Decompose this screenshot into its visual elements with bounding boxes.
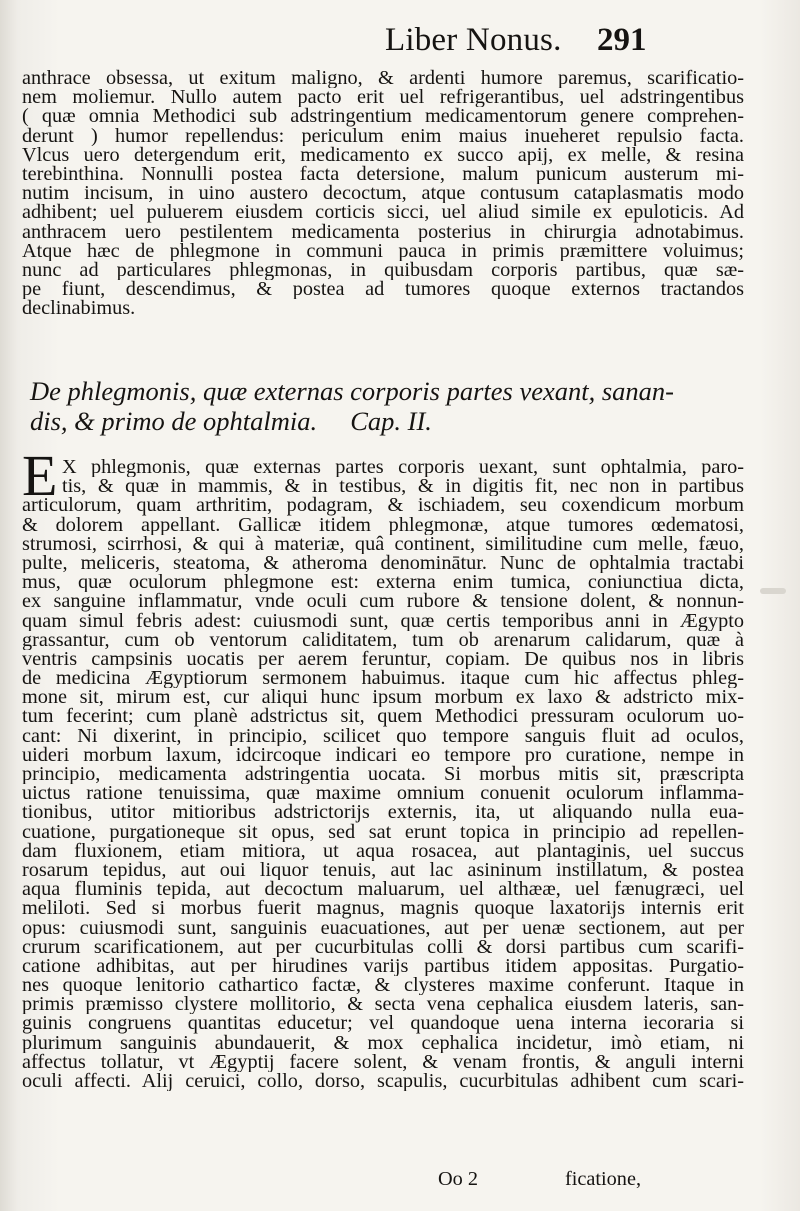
text-line: opus: cuiusmodi sunt, sanguinis euacuationes, aut per uenæ sectionem, aut per bbox=[22, 918, 744, 938]
page-header bbox=[0, 22, 800, 62]
text-line: anthrace obsessa, ut exitum maligno, & ardenti humore paremus, scarificatio- bbox=[22, 69, 744, 89]
text-line: uideri morbum laxum, idcircoque indicari eo tempore pro curatione, nempe in bbox=[22, 745, 744, 765]
text-line: tionibus, utitor mitioribus adstrictorijs externis, ita, ut aliquando nulla eua- bbox=[22, 803, 744, 823]
text-line: meliloti. Sed si morbus fuerit magnus, magnis quoque laxatorijs internis erit bbox=[22, 899, 744, 919]
text-line: nutim incisum, in uino austero decoctum, atque contusum cataplasmatis modo bbox=[22, 184, 744, 204]
text-line: mone sit, mirum est, cur aliqui hunc ipsum morbum ex laxo & adstricto mix- bbox=[22, 688, 744, 708]
text-line: tum fecerint; cum planè adstrictus sit, quem Methodici pressuram oculorum uo- bbox=[22, 707, 744, 727]
text-line: cuatione, purgationeque sit opus, sed sat erunt topica in principio ad repellen- bbox=[22, 822, 744, 842]
text-line: mus, quæ oculorum phlegmone est: externa enim tumica, coniunctiua dicta, bbox=[22, 573, 744, 593]
text-line: uictus ratione tenuissima, quæ maxime omnium conuenit oculorum inflamma- bbox=[22, 784, 744, 804]
text-line: cant: Ni dixerint, in principio, scilicet quo tempore sanguis fluit ad oculos, bbox=[22, 726, 744, 746]
text-line: & dolorem appellant. Gallicæ itidem phlegmonæ, atque tumores œdematosi, bbox=[22, 515, 744, 535]
text-line: guinis congruens quantitas educetur; vel quandoque uena interna iecoraria si bbox=[22, 1014, 744, 1034]
text-line: pe fiunt, descendimus, & postea ad tumores quoque externos tractandos bbox=[22, 280, 744, 300]
text-line: anthracem uero pestilentem medicamenta posterius in chirurgia adnotabimus. bbox=[22, 222, 744, 242]
chapter-heading bbox=[30, 376, 730, 436]
text-line: affectus tollatur, vt Ægyptij facere solent, & venam frontis, & anguli interni bbox=[22, 1052, 744, 1072]
text-line: ventris campsinis uocatis per aerem feruntur, copiam. De quibus nos in libris bbox=[22, 649, 744, 670]
text-line: Atque hæc de phlegmone in communi pauca in primis præmittere voluimus; bbox=[22, 241, 744, 261]
text-line: nunc ad particulares phlegmonas, in quibusdam corporis partibus, quæ sæ- bbox=[22, 260, 744, 281]
text-line: terebinthina. Nonnulli postea facta detersione, malum punicum austerum mi- bbox=[22, 164, 744, 185]
signature-mark: Oo 2 bbox=[438, 1168, 478, 1190]
page-number: 291 bbox=[597, 22, 647, 58]
chapter-heading-line: dis, & primo de ophtalmia. Cap. II. bbox=[30, 406, 432, 436]
text-line: de medicina Ægyptiorum sermonem habuimus. itaque cum hic affectus phleg- bbox=[22, 669, 744, 689]
drop-cap: E bbox=[22, 443, 58, 508]
paragraph-ophthalmia bbox=[22, 458, 744, 1091]
text-line: catione adhibitas, aut per hirudines varijs partibus itidem appositas. Purgatio- bbox=[22, 956, 744, 977]
text-line: grassantur, cum ob ventorum caliditatem, tum ob arenarum calidarum, quæ à bbox=[22, 630, 744, 650]
text-line: ( quæ omnia Methodici sub adstringentium medicamentorum genere comprehen- bbox=[22, 107, 744, 127]
text-line: Vlcus uero detergendum erit, medicamento ex succo apij, ex melle, & resina bbox=[22, 145, 744, 165]
text-line: X phlegmonis, quæ externas partes corporis uexant, sunt ophtalmia, paro- bbox=[62, 458, 744, 478]
text-line: primis præmisso clystere mollitorio, & secta vena cephalica eiusdem lateris, san- bbox=[22, 995, 744, 1015]
text-line: declinabimus. bbox=[22, 299, 136, 319]
text-line: quam simul febris adest: cuiusmodi sunt, quæ certis temporibus anni in Ægypto bbox=[22, 611, 744, 631]
paragraph-anthrax bbox=[22, 69, 744, 318]
catchword: ficatione, bbox=[565, 1168, 642, 1190]
page-footer bbox=[0, 1168, 800, 1194]
text-line: aqua fluminis tepida, aut decoctum maluarum, uel althææ, uel fænugræci, uel bbox=[22, 880, 744, 900]
text-line: plurimum sanguinis abundauerit, & mox cephalica incidetur, imò etiam, ni bbox=[22, 1033, 744, 1053]
text-line: adhibent; uel puluerem eiusdem corticis sicci, uel aliud simile ex epuloticis. Ad bbox=[22, 203, 744, 223]
text-line: crurum scarificationem, aut per cucurbitulas colli & dorsi partibus cum scarifi- bbox=[22, 937, 744, 957]
chapter-heading-line: De phlegmonis, quæ externas corporis partes vexant, sanan- bbox=[30, 376, 675, 406]
text-line: pulte, meliceris, steatoma, & atheroma denominātur. Nunc de ophtalmia tractabi bbox=[22, 553, 744, 574]
text-line: strumosi, scirrhosi, & qui à materiæ, quâ continent, similitudine cum melle, fæuo, bbox=[22, 534, 744, 554]
text-line: nes quoque lenitorio cathartico factæ, & clysteres maxime conferunt. Itaque in bbox=[22, 976, 744, 996]
margin-smudge bbox=[760, 588, 786, 594]
text-line: tis, & quæ in mammis, & in testibus, & in digitis fit, nec non in partibus bbox=[62, 477, 744, 497]
text-line: nem moliemur. Nullo autem pacto erit uel refrigerantibus, uel adstringentibus bbox=[22, 88, 744, 108]
text-line: rosarum tepidus, aut oui liquor tenuis, aut lac asininum instillatum, & postea bbox=[22, 860, 744, 881]
text-line: principio, medicamenta adstringentia uocata. Si morbus mitis sit, præscripta bbox=[22, 765, 744, 785]
text-line: dam fluxionem, etiam mitiora, ut aqua rosacea, aut plantaginis, uel succus bbox=[22, 841, 744, 861]
text-line: derunt ) humor repellendus: periculum enim maius inueheret repulsio facta. bbox=[22, 126, 744, 146]
text-line: oculi affecti. Alij ceruici, collo, dorso, scapulis, cucurbitulas adhibent cum scari- bbox=[22, 1072, 744, 1092]
text-line: articulorum, quam arthritim, podagram, & ischiadem, seu coxendicum morbum bbox=[22, 496, 744, 516]
text-line: ex sanguine inflammatur, vnde oculi cum rubore & tensione dolent, & nonnun- bbox=[22, 592, 744, 612]
running-head: Liber Nonus. bbox=[385, 22, 562, 58]
